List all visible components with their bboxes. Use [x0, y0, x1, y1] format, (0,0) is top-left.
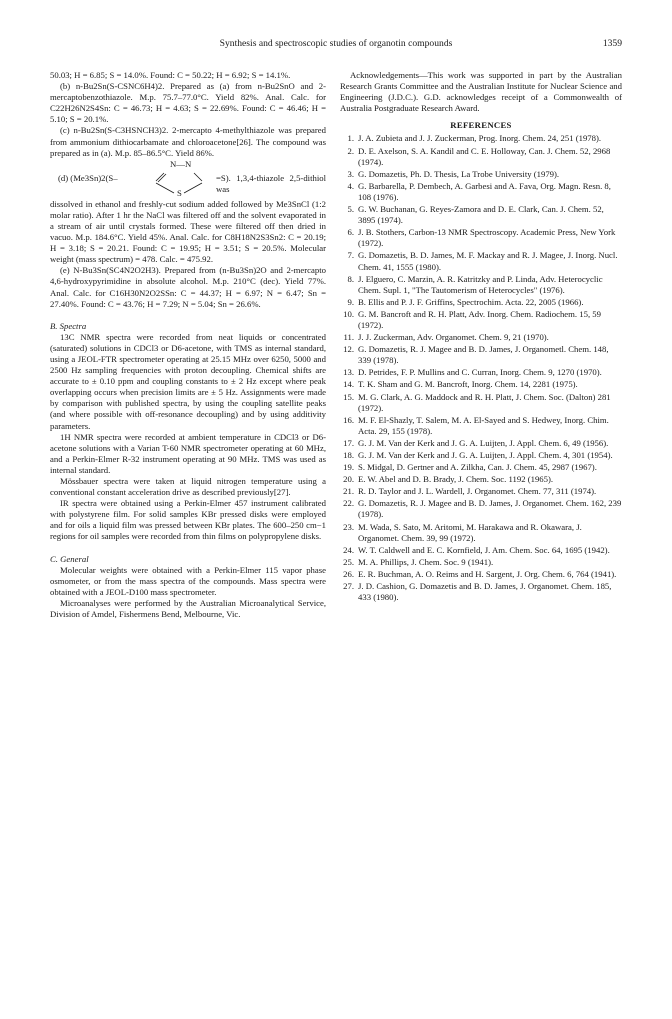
reference-item	[340, 274, 622, 296]
reference-number: 17.	[343, 437, 354, 448]
running-header	[50, 38, 622, 52]
acknowledgements: Acknowledgements—This work was supported in part by the Australian Research Grants Committee and the Australian Institute for Nuclear Science and Engineering (J.D.C.). G.D. acknowledges receipt of a Commonwealth of Australia Postgraduate Research Award.	[340, 70, 622, 114]
reference-number: 8.	[347, 273, 354, 284]
structure-label: (d) (Me3Sn)2(S–	[58, 172, 118, 183]
reference-text: E. R. Buchman, A. O. Reims and H. Sargent, J. Org. Chem. 6, 764 (1941).	[358, 568, 617, 579]
reference-text: G. Domazetis, Ph. D. Thesis, La Trobe University (1979).	[358, 168, 560, 179]
reference-text: G. J. M. Van der Kerk and J. G. A. Luijten, J. Appl. Chem. 4, 301 (1954).	[358, 450, 613, 460]
paragraph-compound-b: (b) n-Bu2Sn(S-CSNC6H4)2. Prepared as (a) from n-Bu2SnO and 2-mercaptobenzothiazole. M.p. 75.7–77.0°C. Yield 82%. Anal. Calc. for C22H26N2S4Sn: C = 46.73; H = 4.63; S = 22.69%. Found: C = 46.46; H = 5.10; S = 20.1%.	[50, 81, 326, 125]
paragraph-1h-nmr: 1H NMR spectra were recorded at ambient temperature in CDCl3 or D6-acetone solutions with a Varian T-60 NMR spectrometer operating at 60 MHz, and a Perkin-Elmer R-32 instrument operating at 90 MHz. TMS was used as internal standard.	[50, 431, 326, 475]
section-b-heading: B. Spectra	[50, 320, 87, 331]
reference-item	[340, 133, 622, 144]
structure-rest: =S). 1,3,4-thiazole 2,5-dithiol was	[216, 172, 326, 194]
reference-text: D. E. Axelson, S. A. Kandil and C. E. Holloway, Can. J. Chem. 52, 2968 (1974).	[358, 145, 611, 167]
references-list	[340, 133, 622, 603]
reference-item	[340, 309, 622, 331]
reference-item	[340, 557, 622, 568]
references-heading: REFERENCES	[450, 120, 512, 131]
reference-text: B. Ellis and P. J. F. Griffins, Spectrochim. Acta. 22, 2005 (1966).	[358, 296, 584, 307]
reference-number: 7.	[347, 250, 354, 261]
reference-item	[340, 438, 622, 449]
reference-item	[340, 379, 622, 390]
paragraph-compound-e: (e) N-Bu3Sn(SC4N2O2H3). Prepared from (n-Bu3Sn)2O and 2-mercapto 4,6-hydroxypyrimidine in absolute alcohol. M.p. 210°C (dec). Yield 77%. Anal. Calc. for C16H30N2O2SSn: C = 44.37; H = 6.97; N = 6.47; Sn = 27.40%. Found: C = 43.76; H = 7.29; N = 5.04; Sn = 26.6%.	[50, 265, 326, 309]
reference-item	[340, 581, 622, 603]
reference-number: 16.	[343, 414, 354, 425]
reference-text: T. K. Sham and G. M. Bancroft, Inorg. Chem. 14, 2281 (1975).	[358, 379, 578, 390]
reference-text: M. F. El-Shazly, T. Salem, M. A. El-Sayed and S. Hedwey, Inorg. Chim. Acta. 29, 155 (1978).	[358, 414, 609, 436]
reference-number: 21.	[343, 486, 354, 497]
reference-item	[340, 498, 622, 520]
reference-text: J. J. Zuckerman, Adv. Organomet. Chem. 9, 21 (1970).	[358, 332, 549, 343]
reference-text: D. Petrides, F. P. Mullins and C. Curran, Inorg. Chem. 9, 1270 (1970).	[358, 367, 602, 378]
reference-text: G. Domazetis, R. J. Magee and B. D. James, J. Organomet. Chem. 162, 239 (1978).	[358, 498, 622, 520]
reference-text: W. T. Caldwell and E. C. Kornfield, J. Am. Chem. Soc. 64, 1695 (1942).	[358, 544, 610, 555]
reference-item	[340, 450, 622, 461]
reference-number: 2.	[347, 145, 354, 156]
reference-item	[340, 250, 622, 272]
reference-item	[340, 392, 622, 414]
reference-item	[340, 474, 622, 485]
reference-number: 26.	[343, 568, 354, 579]
reference-text: J. A. Zubieta and J. J. Zuckerman, Prog. Inorg. Chem. 24, 251 (1978).	[358, 133, 602, 144]
paragraph-mossbauer: Mössbauer spectra were taken at liquid nitrogen temperature using a conventional constant acceleration drive as described previously[27].	[50, 476, 326, 498]
reference-item	[340, 169, 622, 180]
reference-item	[340, 522, 622, 544]
reference-item	[340, 332, 622, 343]
paragraph-molecular-weights: Molecular weights were obtained with a Perkin-Elmer 115 vapor phase osmometer, or from the mass spectra of the compounds. Mass spectra were obtained with a JEOL-D100 mass spectrometer.	[50, 564, 326, 597]
reference-text: M. G. Clark, A. G. Maddock and R. H. Platt, J. Chem. Soc. (Dalton) 281 (1972).	[358, 391, 611, 413]
reference-item	[340, 146, 622, 168]
paragraph-compound-c: (c) n-Bu2Sn(S-C3HSNCH3)2. 2-mercapto 4-methylthiazole was prepared from ammonium dithiocarbamate and chloroacetone[26]. The compound was prepared as in (a). M.p. 85–86.5°C. Yield 86%.	[50, 125, 326, 158]
reference-text: E. W. Abel and D. B. Brady, J. Chem. Soc. 1192 (1965).	[358, 474, 554, 485]
section-c-heading: C. General	[50, 553, 89, 564]
reference-number: 1.	[347, 133, 354, 144]
reference-item	[340, 462, 622, 473]
reference-item	[340, 204, 622, 226]
left-column	[50, 70, 326, 620]
reference-text: G. Domazetis, B. D. James, M. F. Mackay and R. J. Magee, J. Inorg. Nucl. Chem. 41, 1555 (1980).	[358, 250, 618, 272]
reference-number: 19.	[343, 462, 354, 473]
reference-number: 23.	[343, 521, 354, 532]
reference-number: 27.	[343, 581, 354, 592]
reference-text: G. J. M. Van der Kerk and J. G. A. Luijten, J. Appl. Chem. 6, 49 (1956).	[358, 437, 609, 448]
reference-item	[340, 569, 622, 580]
reference-item	[340, 344, 622, 366]
reference-text: M. A. Phillips, J. Chem. Soc. 9 (1941).	[358, 556, 494, 567]
reference-number: 12.	[343, 344, 354, 355]
reference-number: 14.	[343, 379, 354, 390]
reference-text: J. D. Cashion, G. Domazetis and B. D. James, J. Organomet. Chem. 185, 433 (1980).	[358, 581, 612, 603]
paragraph-analysis-a-end: 50.03; H = 6.85; S = 14.0%. Found: C = 50.22; H = 6.92; S = 14.1%.	[50, 70, 291, 80]
reference-text: R. D. Taylor and J. L. Wardell, J. Organomet. Chem. 77, 311 (1974).	[358, 486, 597, 497]
reference-number: 6.	[347, 227, 354, 238]
reference-number: 3.	[347, 168, 354, 179]
reference-item	[340, 415, 622, 437]
reference-number: 22.	[343, 498, 354, 509]
reference-text: G. W. Buchanan, G. Reyes-Zamora and D. E. Clark, Can. J. Chem. 52, 3895 (1974).	[358, 204, 604, 226]
reference-number: 15.	[343, 391, 354, 402]
structure-nn: N—N	[170, 158, 192, 169]
reference-number: 18.	[343, 450, 354, 460]
thiadiazole-structure	[50, 159, 326, 199]
reference-number: 9.	[347, 296, 354, 307]
reference-item	[340, 367, 622, 378]
page-number: 1359	[602, 38, 622, 49]
reference-number: 25.	[343, 556, 354, 567]
reference-item	[340, 181, 622, 203]
reference-number: 13.	[343, 367, 354, 378]
reference-number: 5.	[347, 204, 354, 215]
reference-item	[340, 227, 622, 249]
right-column	[340, 70, 622, 604]
running-title: Synthesis and spectroscopic studies of organotin compounds	[219, 38, 453, 49]
paragraph-compound-d: dissolved in ethanol and freshly-cut sodium added followed by Me3SnCl (1:2 molar ratio). After 1 hr the NaCl was filtered off and the solvent evaporated in a stream of air until crystals formed. These were filtered off then dried in vacuo. M.p. 184.6°C. Yield 45%. Anal. Calc. for C8H18N2S3Sn2: C = 20.19; H = 3.18; S = 20.21. Found: C = 19.95; H = 3.51; S = 20.5%. Molecular weight (mass spectrum) = 478. Calc. = 475.92.	[50, 198, 326, 265]
paragraph-13c-nmr: 13C NMR spectra were recorded from neat liquids or concentrated (saturated) solutions in CDCl3 or D6-acetone, with TMS as internal standard, using a JEOL-FTR spectrometer operating at 25.15 MHz over 6250, 5000 and 2500 Hz sampling frequencies with proton decoupling. Chemical shifts are accurate to ± 0.10 ppm and coupling constants to ± 2 Hz except where peak overlapping occurs when precision limits are ± 5 Hz. Assignments were made by comparison with published spectra, by using the coupling satellite peaks (and where possible with off-resonance decoupling) and by using additivity parameters.	[50, 331, 326, 431]
reference-text: G. Barbarella, P. Dembech, A. Garbesi and A. Fava, Org. Magn. Resn. 8, 108 (1976).	[358, 180, 611, 202]
reference-text: M. Wada, S. Sato, M. Aritomi, M. Harakawa and R. Okawara, J. Organomet. Chem. 39, 99 (1972).	[358, 521, 582, 543]
reference-text: J. Elguero, C. Marzin, A. R. Katritzky and P. Linda, Adv. Heterocyclic Chem. Supl. 1, "The Tautomerism of Heterocycles" (1976).	[358, 273, 603, 295]
reference-text: J. B. Stothers, Carbon-13 NMR Spectroscopy. Academic Press, New York (1972).	[358, 227, 616, 249]
paragraph-microanalyses: Microanalyses were performed by the Australian Microanalytical Service, Division of Amdel, Fishermens Bend, Melbourne, Vic.	[50, 597, 326, 620]
reference-number: 11.	[343, 332, 354, 343]
reference-text: G. Domazetis, R. J. Magee and B. D. James, J. Organometl. Chem. 148, 339 (1978).	[358, 344, 609, 366]
reference-number: 10.	[343, 308, 354, 319]
reference-number: 4.	[347, 180, 354, 191]
reference-text: S. Midgal, D. Gertner and A. Zilkha, Can. J. Chem. 45, 2987 (1967).	[358, 462, 597, 473]
reference-item	[340, 545, 622, 556]
reference-number: 24.	[343, 544, 354, 555]
reference-item	[340, 486, 622, 497]
paragraph-ir: IR spectra were obtained using a Perkin-Elmer 457 instrument calibrated with polystyrene film. For solid samples KBr pressed disks were employed and for oils a liquid film was pressed between KBr plates. The 600–250 cm−1 regions for oil samples were recorded from thin films on polypropylene disks.	[50, 498, 326, 542]
reference-number: 20.	[343, 474, 354, 485]
structure-s: S	[177, 187, 182, 198]
reference-item	[340, 297, 622, 308]
reference-text: G. M. Bancroft and R. H. Platt, Adv. Inorg. Chem. Radiochem. 15, 59 (1972).	[358, 308, 601, 330]
